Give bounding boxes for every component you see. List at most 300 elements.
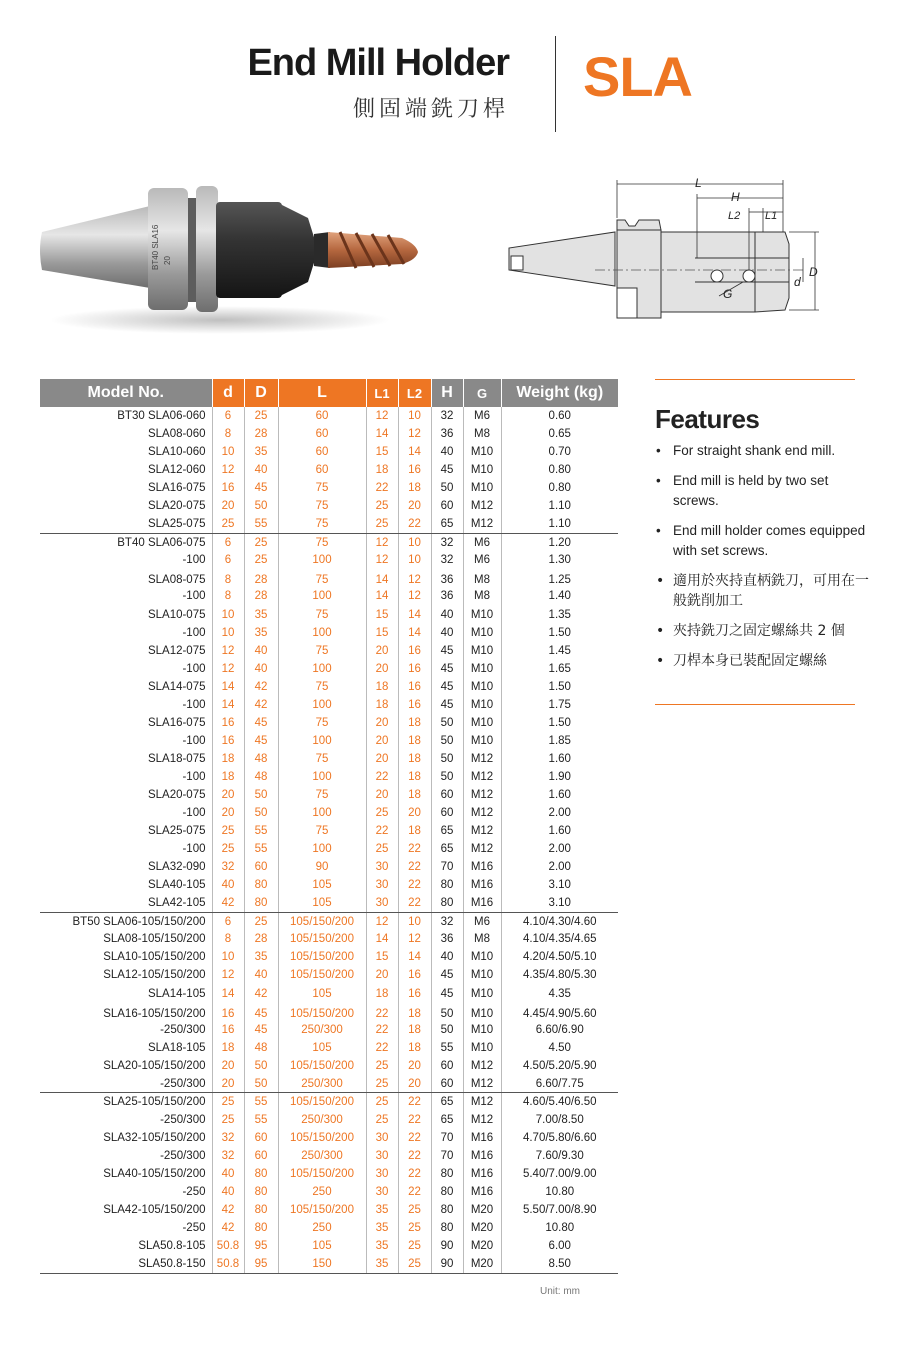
cell-d: 32 (212, 1129, 244, 1147)
header-H: H (431, 379, 463, 407)
cell-weight: 2.00 (501, 858, 618, 876)
cell-weight: 0.60 (501, 407, 618, 425)
cell-H: 36 (431, 587, 463, 605)
cell-H: 65 (431, 1111, 463, 1129)
cell-D: 25 (244, 912, 278, 930)
cell-d: 18 (212, 1039, 244, 1057)
cell-D: 28 (244, 569, 278, 587)
cell-D: 50 (244, 1075, 278, 1093)
cell-G: M12 (463, 515, 501, 533)
cell-weight: 1.65 (501, 660, 618, 678)
cell-model: SLA20-075 (147, 789, 206, 801)
cell-L1: 12 (366, 407, 398, 425)
cell-d: 18 (212, 768, 244, 786)
spec-table (40, 379, 618, 1274)
cell-H: 60 (431, 804, 463, 822)
cell-G: M16 (463, 876, 501, 894)
label-g: G (723, 287, 733, 301)
cell-L: 100 (278, 587, 366, 605)
cell-weight: 3.10 (501, 894, 618, 912)
cell-L: 100 (278, 840, 366, 858)
cell-weight: 4.50/5.20/5.90 (501, 1057, 618, 1075)
cell-H: 32 (431, 912, 463, 930)
cell-H: 50 (431, 750, 463, 768)
cell-L: 105 (278, 985, 366, 1003)
cell-L1: 18 (366, 461, 398, 479)
cell-L2: 22 (398, 515, 431, 533)
cell-model: SLA40-105 (147, 879, 206, 892)
table-row (40, 1147, 618, 1165)
table-row (40, 822, 618, 840)
cell-model: -250/300 (160, 1023, 206, 1036)
cell-weight: 1.40 (501, 587, 618, 605)
cell-L: 105/150/200 (278, 912, 366, 930)
label-h: H (731, 190, 740, 204)
cell-model: SLA42-105 (40, 894, 212, 912)
cell-H: 40 (431, 443, 463, 461)
cell-L1: 25 (366, 1111, 398, 1129)
cell-L1: 14 (366, 425, 398, 443)
cell-L: 250 (278, 1183, 366, 1201)
cell-D: 25 (244, 551, 278, 569)
cell-L: 105 (278, 894, 366, 912)
cell-D: 55 (244, 515, 278, 533)
cell-L1: 22 (366, 822, 398, 840)
cell-H: 50 (431, 768, 463, 786)
cell-L1: 20 (366, 966, 398, 984)
cell-D: 80 (244, 1165, 278, 1183)
cell-model: SLA42-105/150/200 (103, 1204, 206, 1217)
cell-model: SLA20-105/150/200 (103, 1059, 206, 1072)
cell-d: 8 (212, 425, 244, 443)
cell-H: 36 (431, 930, 463, 948)
cell-L1: 18 (366, 985, 398, 1003)
cell-G: M10 (463, 1003, 501, 1021)
cell-d: 12 (212, 642, 244, 660)
cell-L: 105/150/200 (278, 1165, 366, 1183)
table-row (40, 606, 618, 624)
table-row (40, 1255, 618, 1273)
cell-weight: 1.90 (501, 768, 618, 786)
cell-L1: 15 (366, 948, 398, 966)
cell-D: 45 (244, 1021, 278, 1039)
cell-model: -100 (182, 698, 206, 711)
cell-L1: 20 (366, 660, 398, 678)
cell-L: 250 (278, 1219, 366, 1237)
cell-G: M10 (463, 461, 501, 479)
table-row (40, 515, 618, 533)
cell-L2: 25 (398, 1201, 431, 1219)
cell-H: 45 (431, 985, 463, 1003)
cell-L2: 22 (398, 894, 431, 912)
table-row (40, 497, 618, 515)
table-row (40, 479, 618, 497)
cell-d: 20 (212, 1057, 244, 1075)
cell-H: 45 (431, 642, 463, 660)
cell-H: 90 (431, 1255, 463, 1273)
cell-L1: 20 (366, 714, 398, 732)
cell-D: 80 (244, 1201, 278, 1219)
cell-H: 55 (431, 1039, 463, 1057)
cell-weight: 1.10 (501, 497, 618, 515)
cell-G: M10 (463, 660, 501, 678)
cell-D: 45 (244, 1003, 278, 1021)
cell-D: 48 (244, 750, 278, 768)
cell-d: 12 (212, 461, 244, 479)
cell-d: 25 (212, 840, 244, 858)
cell-d: 32 (212, 1147, 244, 1165)
product-photo (30, 170, 440, 350)
cell-model: -250 (182, 1222, 206, 1235)
cell-L: 75 (278, 533, 366, 551)
page-subtitle-chinese: 側固端銑刀桿 (352, 97, 509, 122)
product-marking-2: 20 (163, 256, 172, 265)
cell-model: -100 (182, 554, 206, 567)
cell-G: M10 (463, 1021, 501, 1039)
cell-L1: 14 (366, 930, 398, 948)
cell-G: M12 (463, 840, 501, 858)
cell-model: SLA20-075 (147, 500, 206, 513)
cell-L: 60 (278, 407, 366, 425)
cell-weight: 5.50/7.00/8.90 (501, 1201, 618, 1219)
cell-L1: 30 (366, 1183, 398, 1201)
cell-L2: 10 (398, 912, 431, 930)
cell-H: 50 (431, 1021, 463, 1039)
cell-d: 12 (212, 966, 244, 984)
cell-model: -100 (182, 770, 206, 783)
cell-G: M6 (463, 551, 501, 569)
cell-model: SLA10-075 (147, 608, 206, 621)
cell-d: 40 (212, 1183, 244, 1201)
table-row (40, 985, 618, 1003)
cell-L2: 22 (398, 1111, 431, 1129)
cell-L: 105/150/200 (278, 966, 366, 984)
cell-model: -100 (182, 807, 206, 820)
cell-weight: 4.70/5.80/6.60 (501, 1129, 618, 1147)
cell-d: 42 (212, 1219, 244, 1237)
label-d: d (794, 275, 801, 289)
label-l1: L1 (765, 210, 778, 222)
feature-item: • End mill is held by two set screws. (655, 471, 870, 511)
cell-d: 16 (212, 714, 244, 732)
table-row (40, 930, 618, 948)
drawing-taper (509, 232, 615, 286)
cell-L2: 14 (398, 443, 431, 461)
cell-weight: 1.20 (501, 533, 618, 551)
header-L: L (278, 379, 366, 407)
cell-G: M20 (463, 1237, 501, 1255)
cell-G: M12 (463, 1111, 501, 1129)
cell-L2: 16 (398, 985, 431, 1003)
label-D: D (809, 265, 818, 279)
cell-H: 80 (431, 1219, 463, 1237)
drawing-screw-2 (743, 270, 755, 282)
cell-G: M12 (463, 804, 501, 822)
cell-weight: 0.80 (501, 461, 618, 479)
photo-shadow (50, 306, 390, 334)
cell-H: 65 (431, 822, 463, 840)
cell-D: 50 (244, 1057, 278, 1075)
cell-L2: 18 (398, 1003, 431, 1021)
cell-L1: 12 (366, 551, 398, 569)
cell-H: 45 (431, 660, 463, 678)
cell-H: 65 (431, 840, 463, 858)
table-row (40, 1201, 618, 1219)
cell-G: M16 (463, 858, 501, 876)
cell-d: 16 (212, 1021, 244, 1039)
cell-L2: 22 (398, 858, 431, 876)
cell-weight: 6.00 (501, 1237, 618, 1255)
cell-weight: 1.50 (501, 678, 618, 696)
cell-d: 40 (212, 1165, 244, 1183)
cell-L1: 22 (366, 1003, 398, 1021)
cell-D: 50 (244, 804, 278, 822)
cell-model: SLA16-075 (147, 482, 206, 495)
cell-model: SLA10-060 (147, 446, 206, 459)
table-body (40, 407, 618, 1273)
cell-d: 20 (212, 804, 244, 822)
feature-item: • 刀桿本身已裝配固定螺絲 (655, 651, 870, 671)
cell-L2: 12 (398, 425, 431, 443)
cell-G: M6 (463, 533, 501, 551)
cell-G: M10 (463, 479, 501, 497)
cell-L1: 12 (366, 912, 398, 930)
table-row (40, 768, 618, 786)
cell-L: 105/150/200 (278, 948, 366, 966)
cell-model: SLA14-075 (147, 680, 206, 693)
cell-weight: 10.80 (501, 1183, 618, 1201)
cell-H: 45 (431, 966, 463, 984)
cell-L2: 18 (398, 714, 431, 732)
cell-L2: 16 (398, 642, 431, 660)
table-row (40, 1183, 618, 1201)
cell-G: M10 (463, 678, 501, 696)
cell-D: 35 (244, 443, 278, 461)
cell-H: 70 (431, 1129, 463, 1147)
cell-d: 20 (212, 1075, 244, 1093)
cell-D: 35 (244, 606, 278, 624)
cell-weight: 8.50 (501, 1255, 618, 1273)
cell-L: 75 (278, 479, 366, 497)
cell-H: 80 (431, 876, 463, 894)
table-row (40, 750, 618, 768)
cell-H: 60 (431, 786, 463, 804)
header-L1: L1 (366, 379, 398, 407)
cell-L2: 12 (398, 587, 431, 605)
cell-D: 40 (244, 461, 278, 479)
table-row (40, 660, 618, 678)
features-list (655, 441, 870, 681)
cell-L2: 20 (398, 497, 431, 515)
cell-d: 25 (212, 822, 244, 840)
cell-G: M6 (463, 912, 501, 930)
table-row (40, 714, 618, 732)
cell-L2: 10 (398, 407, 431, 425)
cell-G: M20 (463, 1255, 501, 1273)
cell-L1: 22 (366, 768, 398, 786)
cell-D: 40 (244, 966, 278, 984)
table-row (40, 461, 618, 479)
table-row (40, 804, 618, 822)
cell-model: -100 (182, 590, 206, 603)
cell-model: SLA18-105 (147, 1041, 206, 1054)
table-row (40, 894, 618, 912)
cell-weight: 0.70 (501, 443, 618, 461)
cell-D: 42 (244, 985, 278, 1003)
cell-G: M12 (463, 768, 501, 786)
table-row (40, 876, 618, 894)
cell-L2: 12 (398, 569, 431, 587)
cell-model: SLA10-105/150/200 (103, 951, 206, 964)
feature-item: • For straight shank end mill. (655, 441, 870, 461)
cell-H: 90 (431, 1237, 463, 1255)
taper-shank (40, 206, 150, 288)
cell-D: 28 (244, 587, 278, 605)
table-row (40, 443, 618, 461)
cell-weight: 0.65 (501, 425, 618, 443)
cell-L1: 22 (366, 1039, 398, 1057)
cell-L2: 18 (398, 822, 431, 840)
cell-weight: 4.20/4.50/5.10 (501, 948, 618, 966)
cell-model: SLA14-105 (147, 987, 206, 1000)
cell-L2: 14 (398, 606, 431, 624)
cell-H: 65 (431, 515, 463, 533)
cell-L1: 30 (366, 858, 398, 876)
cell-H: 40 (431, 624, 463, 642)
table-row (40, 786, 618, 804)
cell-G: M12 (463, 786, 501, 804)
cell-L2: 22 (398, 1147, 431, 1165)
cell-L: 75 (278, 714, 366, 732)
cell-L1: 25 (366, 515, 398, 533)
drawing-screw-1 (711, 270, 723, 282)
cell-weight: 1.10 (501, 515, 618, 533)
cell-L1: 15 (366, 624, 398, 642)
features-bottom-rule (655, 704, 855, 705)
cell-D: 95 (244, 1237, 278, 1255)
cell-G: M12 (463, 750, 501, 768)
cell-L: 100 (278, 732, 366, 750)
cell-D: 55 (244, 822, 278, 840)
cell-D: 80 (244, 876, 278, 894)
table-row (40, 551, 618, 569)
cell-D: 45 (244, 714, 278, 732)
cell-G: M10 (463, 966, 501, 984)
cell-H: 32 (431, 551, 463, 569)
drawing-taper-end (511, 256, 523, 270)
cell-L: 75 (278, 606, 366, 624)
cell-weight: 7.60/9.30 (501, 1147, 618, 1165)
cell-L: 75 (278, 822, 366, 840)
cell-L: 60 (278, 425, 366, 443)
cell-L1: 25 (366, 1057, 398, 1075)
cell-G: M6 (463, 407, 501, 425)
cell-L: 75 (278, 497, 366, 515)
cell-L: 75 (278, 642, 366, 660)
cell-H: 45 (431, 696, 463, 714)
cell-L1: 35 (366, 1255, 398, 1273)
cell-d: 14 (212, 678, 244, 696)
features-title: Features (655, 404, 760, 434)
cell-model: SLA16-075 (147, 716, 206, 729)
cell-model: SLA12-105/150/200 (103, 969, 206, 982)
cell-L1: 30 (366, 894, 398, 912)
cell-D: 80 (244, 894, 278, 912)
cell-L2: 16 (398, 966, 431, 984)
cell-d: 8 (212, 587, 244, 605)
cell-weight: 1.25 (501, 569, 618, 587)
cell-H: 80 (431, 1183, 463, 1201)
cell-L1: 14 (366, 569, 398, 587)
cell-model: -250 (182, 1186, 206, 1199)
cell-L2: 22 (398, 1183, 431, 1201)
cell-L2: 20 (398, 1075, 431, 1093)
cell-L1: 20 (366, 732, 398, 750)
cell-G: M10 (463, 948, 501, 966)
table-row (40, 1075, 618, 1093)
cell-L2: 25 (398, 1255, 431, 1273)
cell-L: 100 (278, 696, 366, 714)
cell-model: SLA08-105/150/200 (103, 933, 206, 946)
cell-D: 42 (244, 696, 278, 714)
cell-L2: 20 (398, 1057, 431, 1075)
cell-d: 6 (212, 533, 244, 551)
table-row (40, 1165, 618, 1183)
cell-L2: 18 (398, 1039, 431, 1057)
cell-L1: 25 (366, 1075, 398, 1093)
table-row (40, 966, 618, 984)
table-row (40, 858, 618, 876)
cell-L: 105/150/200 (278, 1057, 366, 1075)
table-row (40, 1003, 618, 1021)
cell-D: 40 (244, 660, 278, 678)
cell-G: M10 (463, 732, 501, 750)
cell-L: 75 (278, 515, 366, 533)
table-row (40, 696, 618, 714)
unit-note: Unit: mm (540, 1286, 580, 1297)
cell-G: M12 (463, 822, 501, 840)
table-row (40, 678, 618, 696)
cell-D: 28 (244, 425, 278, 443)
cell-weight: 4.35/4.80/5.30 (501, 966, 618, 984)
table-row (40, 1093, 618, 1111)
cell-model: BT40 SLA06-075 (117, 536, 206, 549)
cell-d: 10 (212, 624, 244, 642)
cell-D: 45 (244, 479, 278, 497)
drawing-flange (617, 220, 661, 230)
label-l: L (695, 176, 702, 190)
cell-weight: 1.75 (501, 696, 618, 714)
cell-weight: 4.10/4.35/4.65 (501, 930, 618, 948)
table-row (40, 1237, 618, 1255)
cell-L1: 30 (366, 1129, 398, 1147)
cell-D: 35 (244, 624, 278, 642)
cell-L1: 30 (366, 1165, 398, 1183)
cell-model: SLA50.8-105 (138, 1240, 206, 1253)
cell-D: 60 (244, 1129, 278, 1147)
cell-weight: 1.85 (501, 732, 618, 750)
cell-L: 75 (278, 569, 366, 587)
cell-d: 42 (212, 894, 244, 912)
cell-d: 50.8 (212, 1237, 244, 1255)
cell-L1: 35 (366, 1201, 398, 1219)
cell-L1: 35 (366, 1237, 398, 1255)
features-top-rule (655, 379, 855, 380)
cell-L1: 18 (366, 678, 398, 696)
cell-L2: 16 (398, 678, 431, 696)
cell-H: 32 (431, 533, 463, 551)
cell-G: M12 (463, 1093, 501, 1111)
